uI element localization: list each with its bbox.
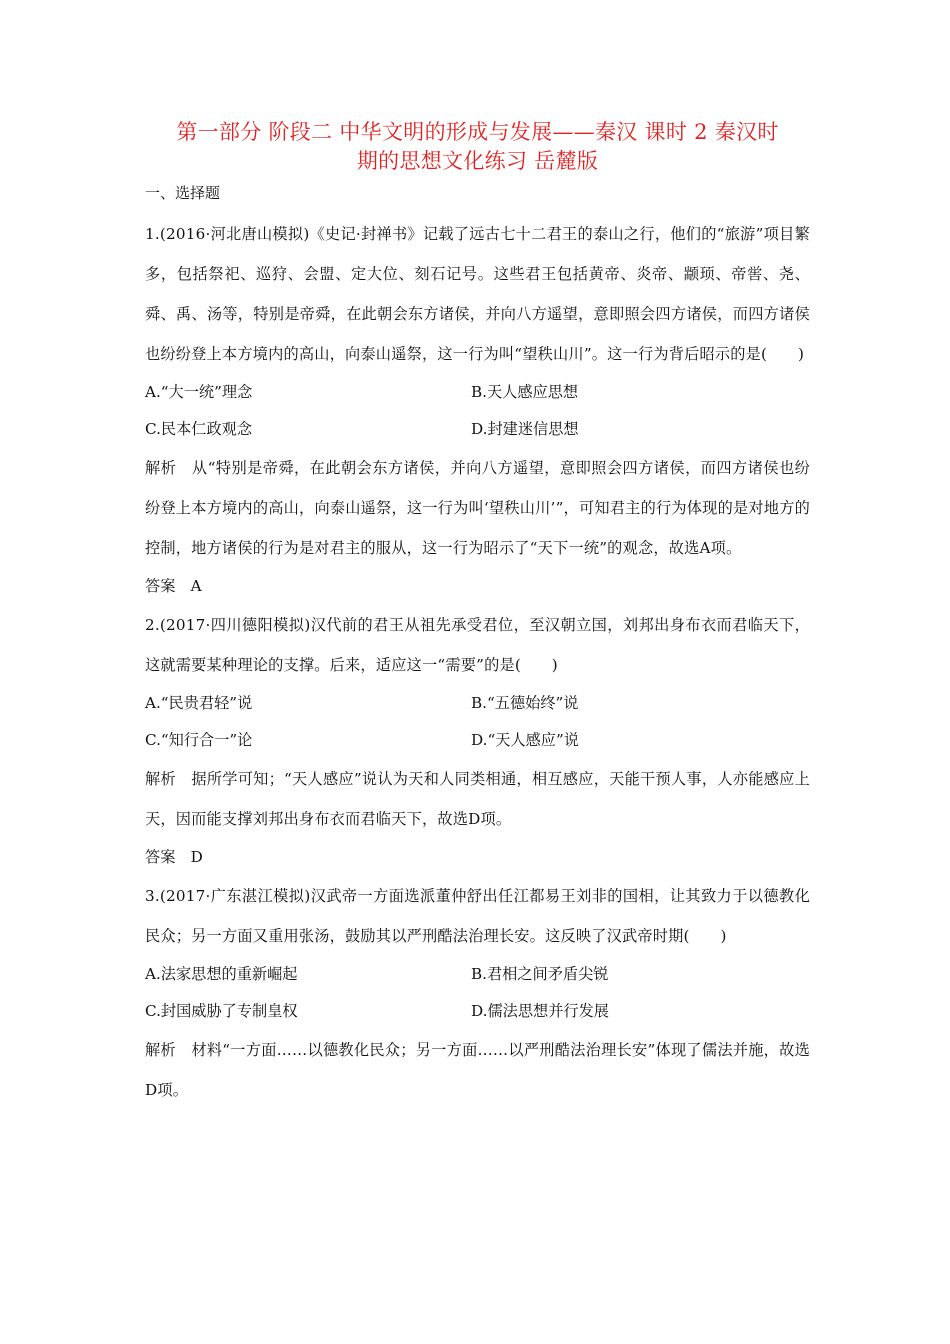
question-stem: 2.(2017·四川德阳模拟)汉代前的君王从祖先承受君位，至汉朝立国，刘邦出身布衣而君临天下，这就需要某种理论的支撑。后来，适应这一“需要”的是( ) — [145, 616, 810, 674]
title-line-2: 期的思想文化练习 岳麓版 — [356, 149, 599, 173]
option-b: B.天人感应思想 — [471, 383, 579, 401]
option-d: D.封建迷信思想 — [471, 420, 579, 438]
question-stem: 1.(2016·河北唐山模拟)《史记·封禅书》记载了远古七十二君王的泰山之行，他们的“旅游”项目繁多，包括祭祀、巡狩、会盟、定大位、刻石记号。这些君王包括黄帝、炎帝、颛顼、帝喾、尧、舜、禹、汤等，特别是帝舜，在此朝会东方诸侯，并向八方遥望，意即照会四方诸侯，而四方诸侯也纷纷登上本方境内的高山，向泰山遥祭，这一行为叫“望秩山川”。这一行为背后昭示的是( ) — [145, 225, 810, 363]
title-line-1: 第一部分 阶段二 中华文明的形成与发展——秦汉 课时 2 秦汉时 — [176, 120, 779, 144]
option-a: A.法家思想的重新崛起 — [145, 965, 298, 983]
option-a: A.“大一统”理念 — [145, 383, 253, 401]
document-page — [145, 118, 810, 1110]
answer-text: 答案 A — [145, 577, 202, 595]
analysis-text: 解析 据所学可知；“天人感应”说认为天和人同类相通，相互感应，天能干预人事，人亦能感应上天，因而能支撑刘邦出身布衣而君临天下，故选D项。 — [145, 770, 810, 828]
option-c: C.封国威胁了专制皇权 — [145, 1002, 298, 1020]
option-b: B.君相之间矛盾尖锐 — [471, 965, 609, 983]
analysis-text: 解析 从“特别是帝舜，在此朝会东方诸侯，并向八方遥望，意即照会四方诸侯，而四方诸侯也纷纷登上本方境内的高山，向泰山遥祭，这一行为叫‘望秩山川’”，可知君主的行为体现的是对地方的控制，地方诸侯的行为是对君主的服从，这一行为昭示了“天下一统”的观念，故选A项。 — [145, 459, 810, 557]
analysis-text: 解析 材料“一方面……以德教化民众；另一方面……以严刑酷法治理长安”体现了儒法并施，故选D项。 — [145, 1041, 810, 1099]
answer-text: 答案 D — [145, 848, 203, 866]
question-2 — [145, 605, 810, 876]
option-c: C.“知行合一”论 — [145, 731, 253, 749]
question-stem: 3.(2017·广东湛江模拟)汉武帝一方面选派董仲舒出任江都易王刘非的国相，让其致力于以德教化民众；另一方面又重用张汤，鼓励其以严刑酷法治理长安。这反映了汉武帝时期( ) — [145, 887, 810, 945]
option-d: D.“天人感应”说 — [471, 731, 579, 749]
document-title — [145, 118, 810, 176]
option-list — [145, 374, 810, 448]
option-a: A.“民贵君轻”说 — [145, 694, 253, 712]
option-list — [145, 685, 810, 759]
option-b: B.“五德始终”说 — [471, 694, 579, 712]
option-list — [145, 956, 810, 1030]
option-d: D.儒法思想并行发展 — [471, 1002, 609, 1020]
question-3 — [145, 876, 810, 1110]
section-heading: 一、选择题 — [145, 184, 221, 202]
option-c: C.民本仁政观念 — [145, 420, 253, 438]
question-1 — [145, 214, 810, 605]
